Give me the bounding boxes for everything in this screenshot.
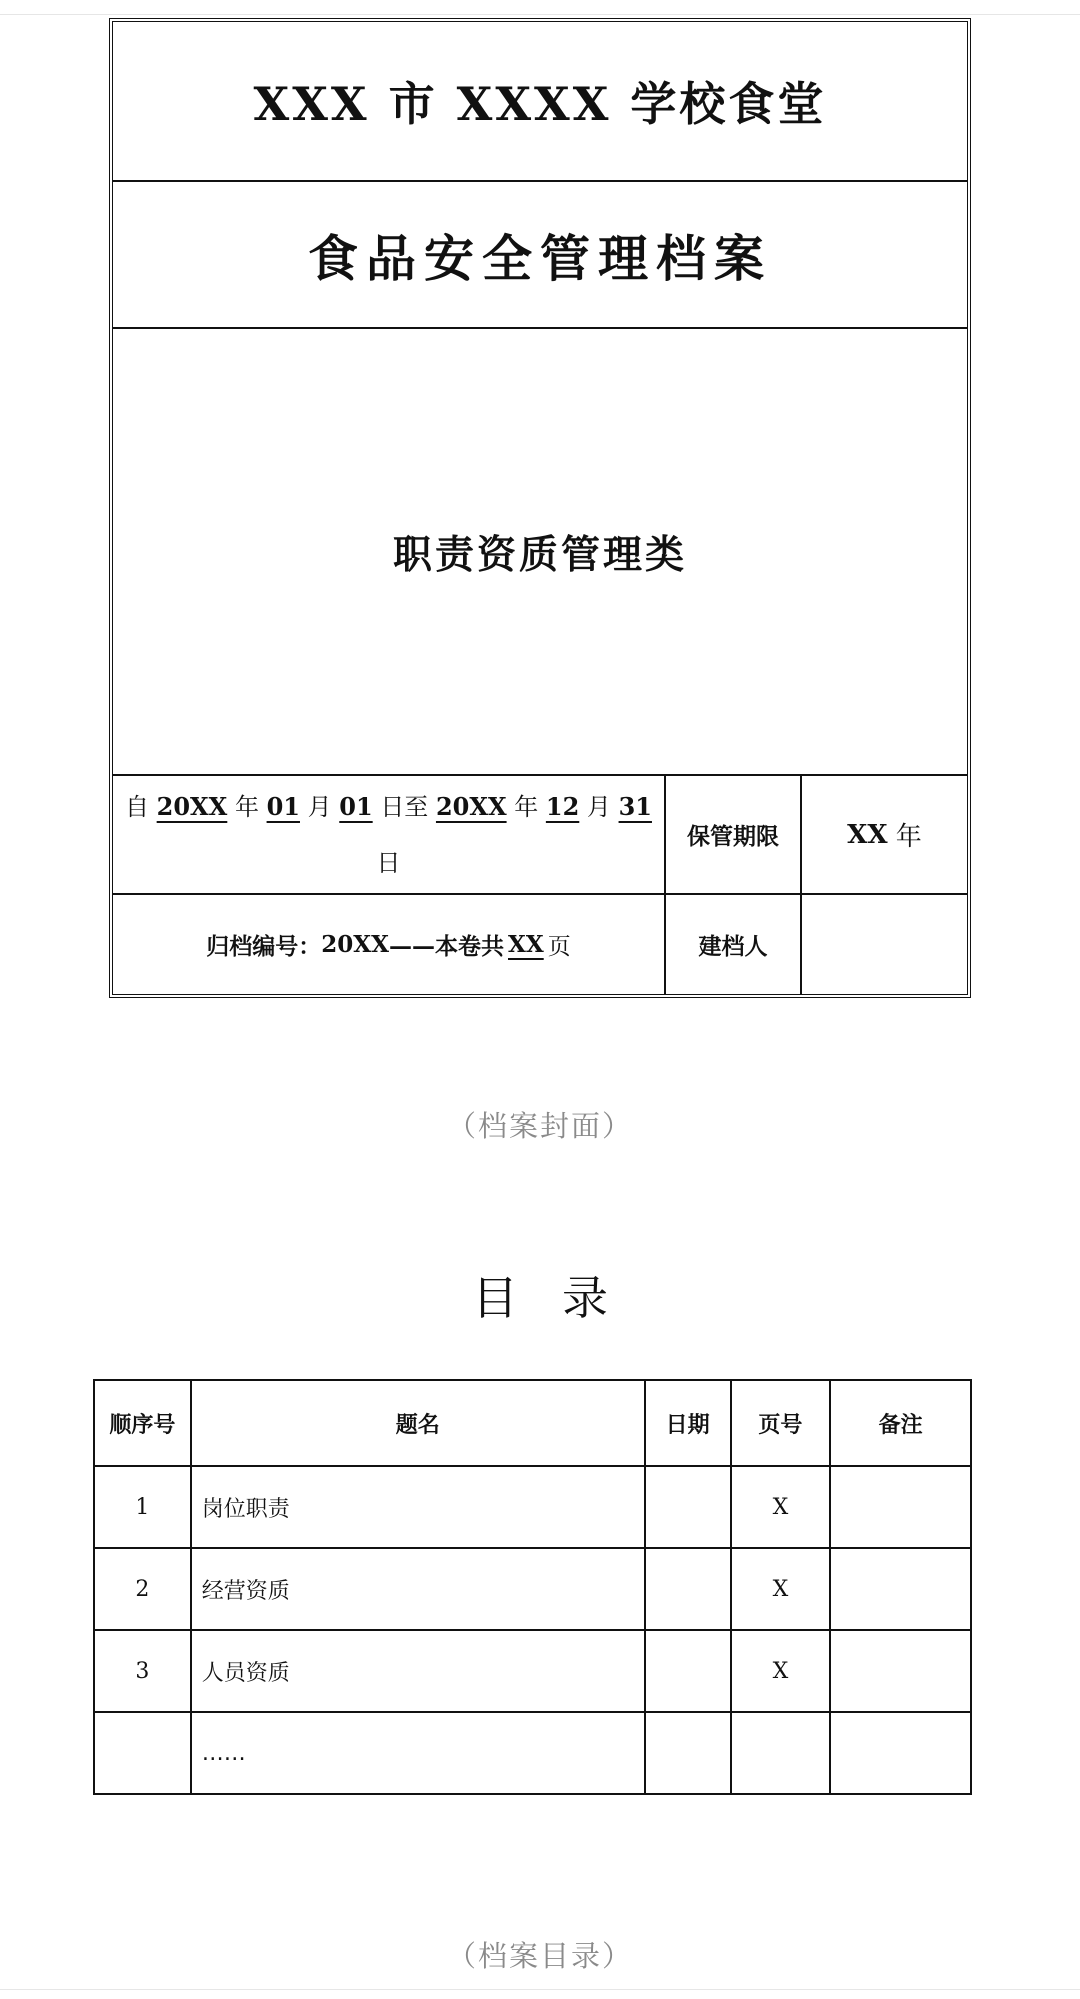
archive-category: 职责资质管理类	[392, 531, 687, 578]
toc-header-title: 题名	[191, 1380, 645, 1466]
period-to-month: 12	[545, 791, 580, 821]
table-row	[94, 1712, 971, 1794]
cover-school-row	[113, 22, 967, 182]
toc-cell-page: X	[731, 1466, 831, 1548]
toc-header-date: 日期	[645, 1380, 731, 1466]
toc-header-note: 备注	[830, 1380, 971, 1466]
toc-caption: （档案目录）	[446, 1939, 633, 1973]
retention-label: 保管期限	[687, 823, 779, 850]
toc-cell-date	[645, 1466, 731, 1548]
toc-cell-page: X	[731, 1630, 831, 1712]
cover-info-grid	[113, 776, 967, 994]
period-from-year: 20XX	[156, 791, 228, 821]
archive-number	[113, 895, 664, 994]
table-row	[94, 1466, 971, 1548]
toc-header-num: 顺序号	[94, 1380, 191, 1466]
archive-number-label: 归档编号：	[206, 933, 322, 960]
toc-cell-page: X	[731, 1548, 831, 1630]
period-to-day: 31	[618, 791, 652, 821]
retention-value-number: XX	[847, 819, 888, 850]
cover-caption: （档案封面）	[446, 1109, 633, 1143]
toc-cell-title: 人员资质	[191, 1630, 645, 1712]
toc-header-page: 页号	[731, 1380, 831, 1466]
period-from-month: 01	[266, 791, 300, 821]
table-row	[94, 1548, 971, 1630]
period-day-to: 日至	[380, 792, 429, 821]
toc-cell-date	[645, 1630, 731, 1712]
cover-category-row	[113, 329, 967, 776]
period-day-unit: 日	[376, 848, 401, 877]
toc-cell-note	[830, 1548, 971, 1630]
archive-number-year: 20XX	[321, 931, 389, 958]
toc-cell-num	[94, 1712, 191, 1794]
top-divider	[0, 14, 1080, 15]
toc-cell-date	[645, 1712, 731, 1794]
toc-table	[93, 1379, 972, 1795]
toc-cell-title: ……	[191, 1712, 645, 1794]
period-month-unit: 月	[586, 792, 611, 821]
toc-cell-page	[731, 1712, 831, 1794]
toc-cell-note	[830, 1630, 971, 1712]
toc-heading: 目录	[472, 1271, 652, 1325]
period-from-label: 自	[125, 792, 150, 821]
period-year-unit: 年	[234, 792, 259, 821]
creator-value	[802, 895, 967, 994]
archive-period	[113, 776, 664, 893]
period-to-year: 20XX	[435, 791, 507, 821]
toc-cell-note	[830, 1466, 971, 1548]
toc-cell-num: 1	[94, 1466, 191, 1548]
period-year-unit: 年	[514, 792, 539, 821]
toc-cell-num: 3	[94, 1630, 191, 1712]
school-name: XXX 市 XXXX 学校食堂	[253, 77, 827, 131]
table-row	[94, 1630, 971, 1712]
bottom-divider	[0, 1989, 1080, 1990]
toc-cell-title: 经营资质	[191, 1548, 645, 1630]
archive-number-pages: XX	[508, 931, 544, 958]
toc-cell-num: 2	[94, 1548, 191, 1630]
toc-header-row	[94, 1380, 971, 1466]
toc-cell-note	[830, 1712, 971, 1794]
cover-title-row	[113, 182, 967, 329]
archive-title: 食品安全管理档案	[308, 228, 772, 288]
retention-value-unit: 年	[895, 822, 922, 852]
creator-label: 建档人	[698, 933, 768, 960]
retention-value	[802, 776, 967, 893]
toc-cell-title: 岗位职责	[191, 1466, 645, 1548]
toc-cell-date	[645, 1548, 731, 1630]
period-from-day: 01	[339, 791, 373, 821]
period-month-unit: 月	[307, 792, 332, 821]
archive-number-mid: ——本卷共	[389, 933, 504, 960]
archive-cover	[109, 18, 971, 998]
archive-number-suffix: 页	[547, 934, 571, 960]
